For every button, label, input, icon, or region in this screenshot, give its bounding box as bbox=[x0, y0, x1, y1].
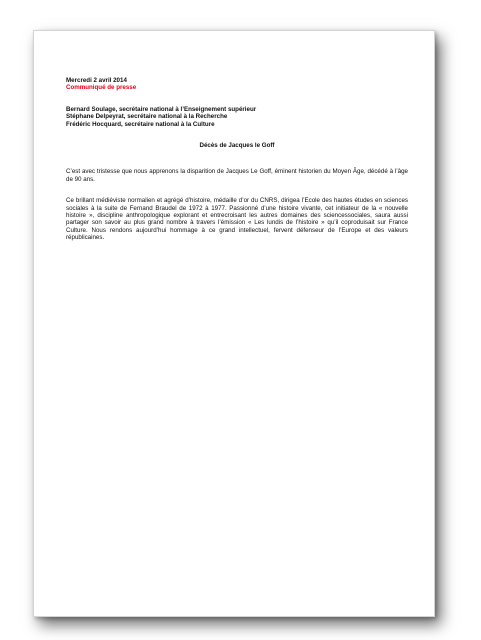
signatories-block bbox=[66, 106, 408, 128]
body-paragraph: Ce brillant médiéviste normalien et agrégé d’histoire, médaille d’or du CNRS, dirigea l’Ecole des hautes études en sciences sociales à la suite de Fernand Braudel de 1972 à 1977. Passionné d’une histoire vivante, cet initiateur de la « nouvelle histoire », discipline anthropologique explorant et entrecroisant les autres domaines des sciencessociales, saura aussi partager son savoir au plus grand nombre à travers l’émission « Les lundis de l’histoire » qu’il coproduisait sur France Culture. Nous rendons aujourd’hui hommage à ce grand intellectuel, fervent défenseur de l’Europe et des valeurs républicaines. bbox=[66, 197, 408, 242]
document-page bbox=[33, 30, 435, 617]
release-headline: Décès de Jacques le Goff bbox=[199, 142, 275, 150]
press-release-label: Communiqué de presse bbox=[66, 84, 137, 92]
signatory: Stéphane Delpeyrat, secrétaire national à la Recherche bbox=[66, 113, 228, 121]
body-paragraph: C’est avec tristesse que nous apprenons la disparition de Jacques Le Goff, éminent historien du Moyen Âge, décédé à l’âge de 90 ans. bbox=[66, 168, 408, 183]
release-date: Mercredi 2 avril 2014 bbox=[66, 77, 127, 84]
press-release-content bbox=[66, 77, 408, 242]
signatory: Bernard Soulage, secrétaire national à l’Enseignement supérieur bbox=[66, 105, 257, 113]
signatory: Frédéric Hocquard, secrétaire national à la Culture bbox=[66, 120, 215, 128]
